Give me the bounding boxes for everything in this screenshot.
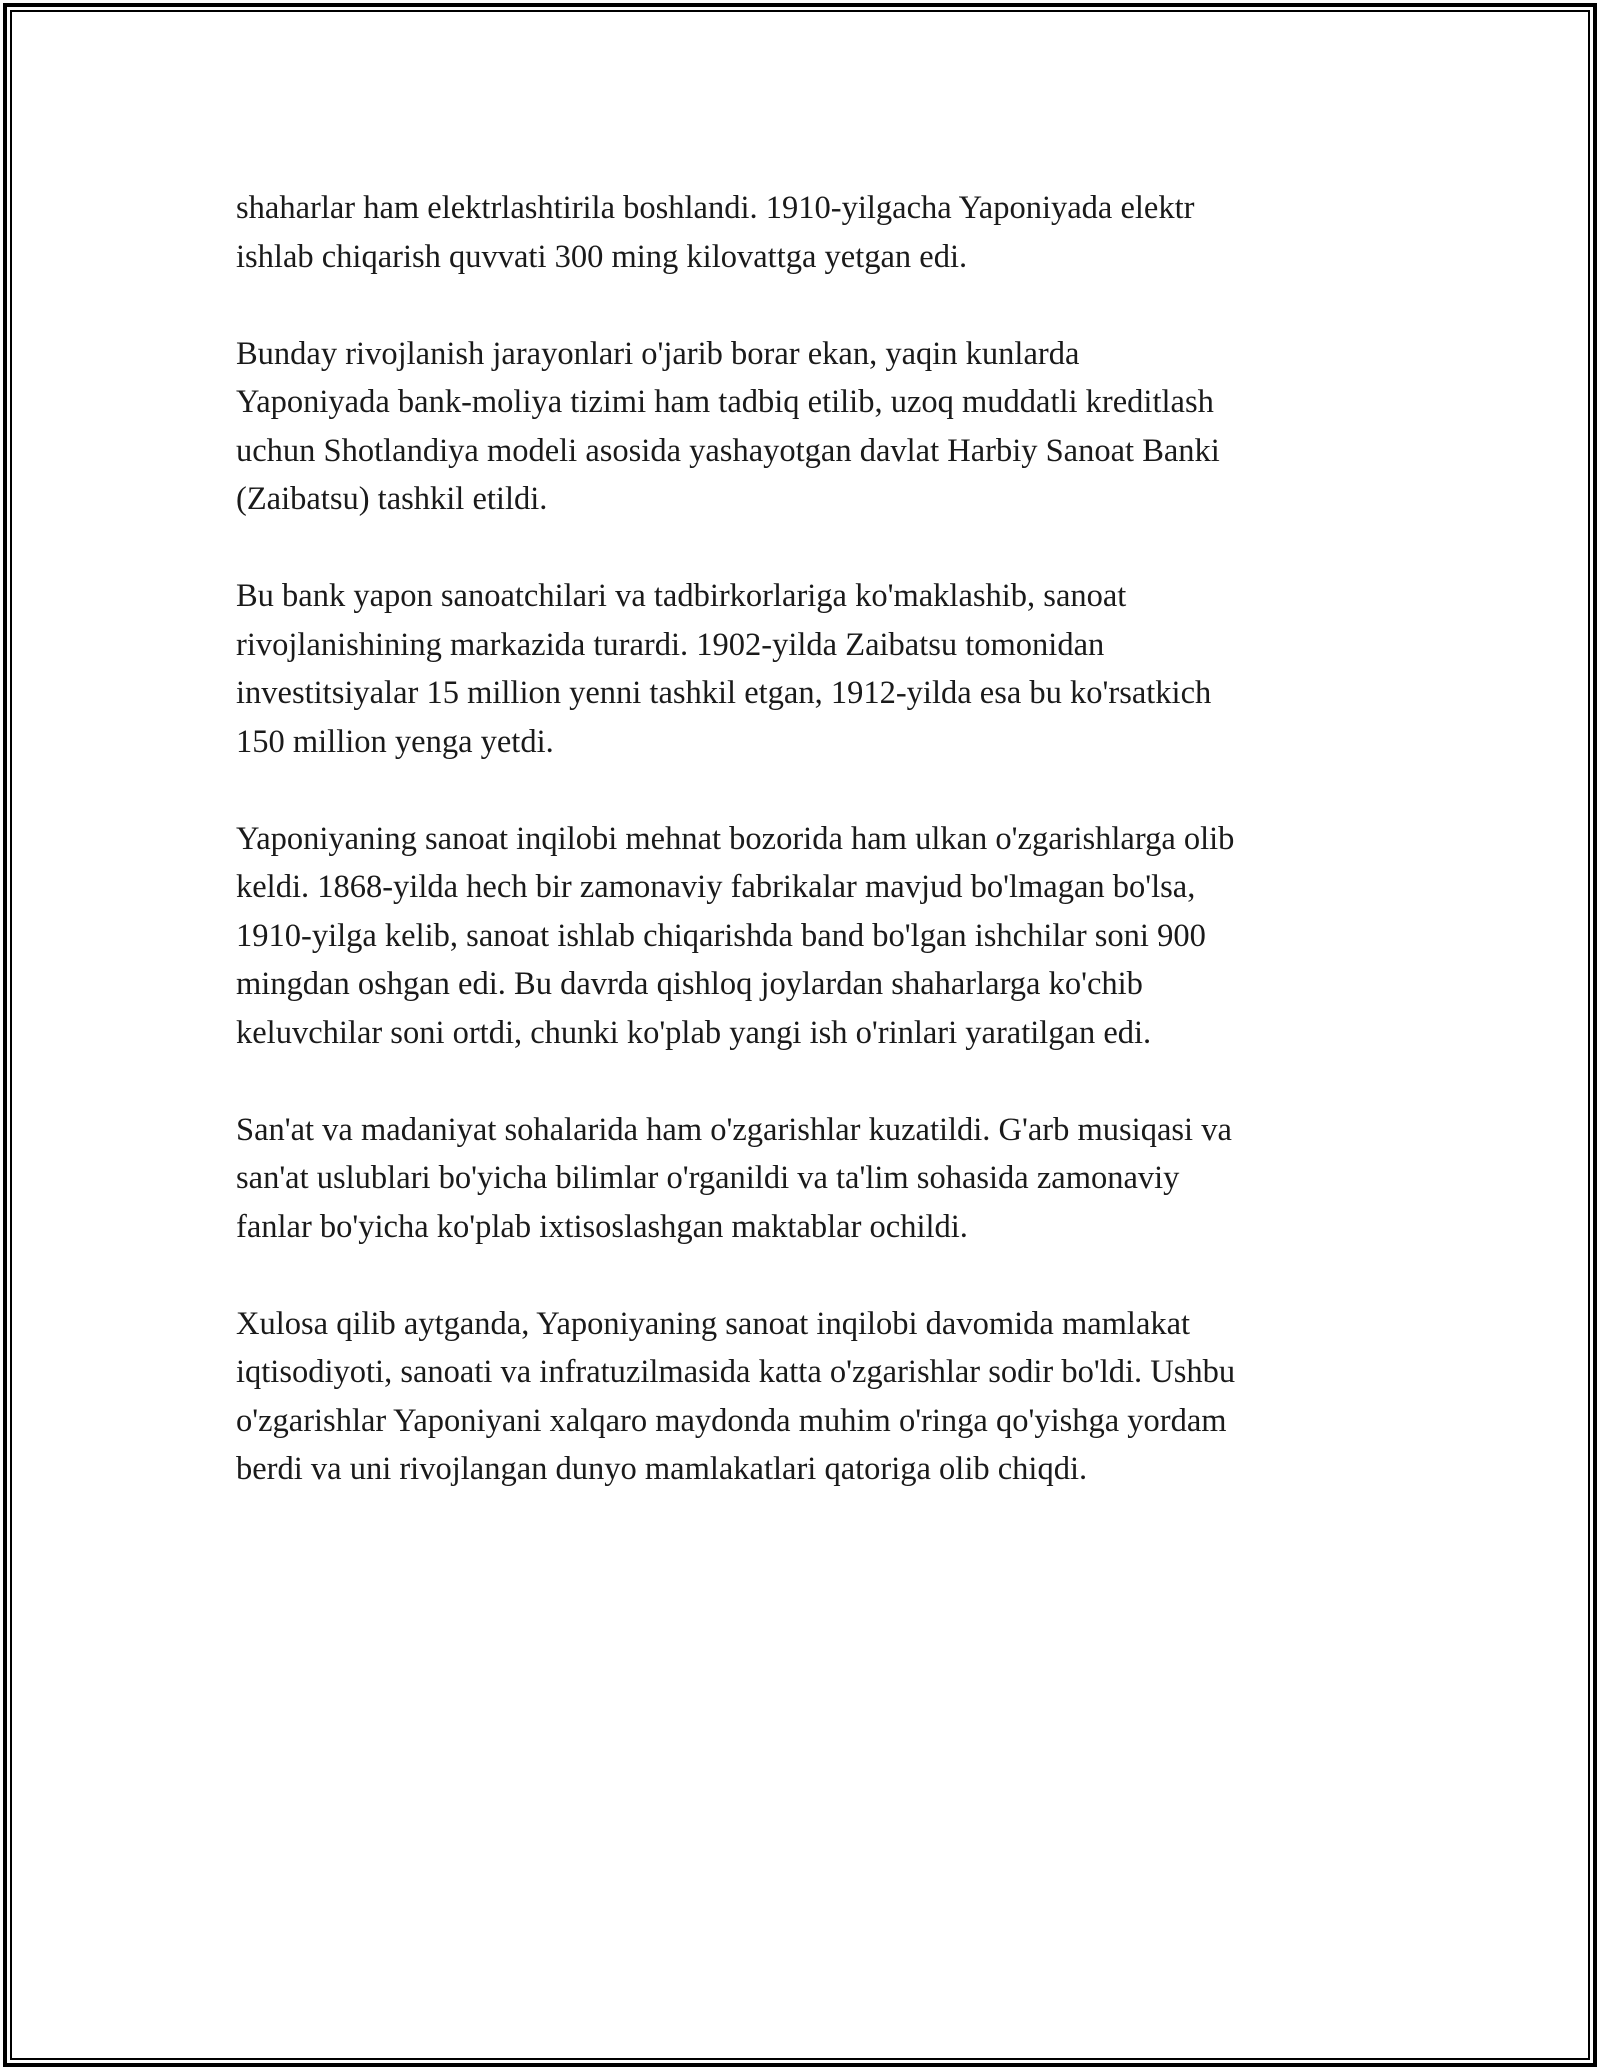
text-line: keluvchilar soni ortdi, chunki ko'plab yangi ish o'rinlari yaratilgan edi. (236, 1014, 1152, 1051)
text-line: (Zaibatsu) tashkil etildi. (236, 481, 548, 517)
text-line: 1910-yilga kelib, sanoat ishlab chiqarishda band bo'lgan ishchilar soni 900 (236, 917, 1206, 954)
text-line: iqtisodiyoti, sanoati va infratuzilmasida katta o'zgarishlar sodir bo'ldi. Ushbu (236, 1354, 1236, 1390)
text-line: rivojlanishining markazida turardi. 1902-yilda Zaibatsu tomonidan (236, 626, 1105, 663)
paragraph-electrification (236, 184, 1386, 281)
paragraph-banking (236, 330, 1386, 524)
text-line: o'zgarishlar Yaponiyani xalqaro maydonda muhim o'ringa qo'yishga yordam (236, 1402, 1227, 1439)
text-line: Yaponiyaning sanoat inqilobi mehnat bozorida ham ulkan o'zgarishlarga olib (236, 820, 1235, 857)
text-line: uchun Shotlandiya modeli asosida yashayotgan davlat Harbiy Sanoat Banki (236, 432, 1220, 469)
document-body (236, 184, 1386, 1542)
text-line: Bu bank yapon sanoatchilari va tadbirkorlariga ko'maklashib, sanoat (236, 578, 1127, 614)
text-line: shaharlar ham elektrlashtirila boshlandi. 1910-yilgacha Yaponiyada elektr (236, 190, 1195, 226)
text-line: san'at uslublari bo'yicha bilimlar o'rganildi va ta'lim sohasida zamonaviy (236, 1160, 1180, 1196)
text-line: San'at va madaniyat sohalarida ham o'zgarishlar kuzatildi. G'arb musiqasi va (236, 1111, 1232, 1148)
paragraph-zaibatsu-investment (236, 572, 1386, 766)
text-line: ishlab chiqarish quvvati 300 ming kilovattga yetgan edi. (236, 238, 968, 275)
paragraph-art-culture (236, 1106, 1386, 1252)
text-line: keldi. 1868-yilda hech bir zamonaviy fabrikalar mavjud bo'lmagan bo'lsa, (236, 869, 1196, 905)
paragraph-conclusion (236, 1300, 1386, 1494)
text-line: 150 million yenga yetdi. (236, 723, 554, 760)
text-line: Bunday rivojlanish jarayonlari o'jarib borar ekan, yaqin kunlarda (236, 335, 1080, 372)
text-line: Yaponiyada bank-moliya tizimi ham tadbiq etilib, uzoq muddatli kreditlash (236, 384, 1214, 420)
text-line: mingdan oshgan edi. Bu davrda qishloq joylardan shaharlarga ko'chib (236, 966, 1143, 1002)
paragraph-labor-market (236, 815, 1386, 1058)
text-line: investitsiyalar 15 million yenni tashkil etgan, 1912-yilda esa bu ko'rsatkich (236, 675, 1212, 711)
text-line: Xulosa qilib aytganda, Yaponiyaning sanoat inqilobi davomida mamlakat (236, 1305, 1191, 1342)
text-line: berdi va uni rivojlangan dunyo mamlakatlari qatoriga olib chiqdi. (236, 1451, 1088, 1487)
text-line: fanlar bo'yicha ko'plab ixtisoslashgan maktablar ochildi. (236, 1208, 968, 1245)
